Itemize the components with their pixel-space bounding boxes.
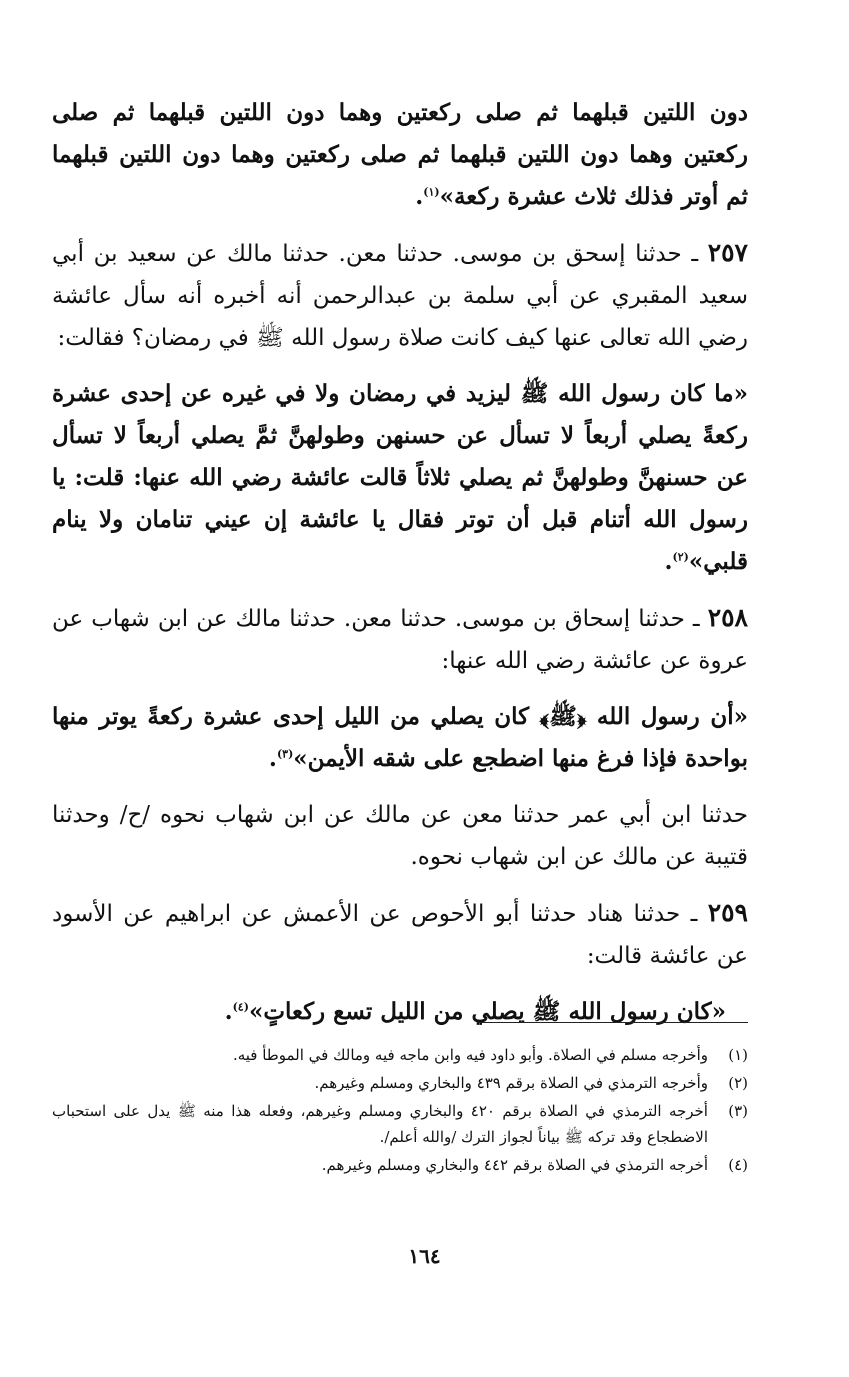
- footnote-marker: (٣): [276, 747, 294, 761]
- footnote-text: أخرجه الترمذي في الصلاة برقم ٤٢٠ والبخاري ومسلم وغيرهم، وفعله هذا منه ﷺ يدل على استحباب الاضطجاع وقد تركه ﷺ بياناً لجواز الترك /والله أعلم/.: [52, 1102, 708, 1146]
- footnote-marker: (٢): [672, 550, 689, 564]
- footnote-divider: [480, 1022, 748, 1023]
- narration-259: [52, 892, 748, 977]
- footnote-marker: (١): [423, 185, 440, 199]
- footnote-number: (٤): [728, 1156, 748, 1174]
- footnote-text: أخرجه الترمذي في الصلاة برقم ٤٤٢ والبخاري ومسلم وغيرهم.: [321, 1156, 708, 1174]
- page-number: ١٦٤: [408, 1244, 441, 1268]
- footnote-2: [52, 1070, 748, 1096]
- paragraph-text: ـ حدثنا هناد حدثنا أبو الأحوص عن الأعمش عن ابراهيم عن الأسود عن عائشة قالت:: [52, 901, 748, 969]
- hadith-continuation: دون اللتين قبلهما ثم صلى ركعتين وهما دون اللتين قبلهما ثم صلى ركعتين وهما دون اللتين قبلهما ثم صلى ركعتين وهما دون اللتين قبلهما ثم أوتر فذلك ثلاث عشرة ركعة»$^{(١)}$.: [52, 99, 748, 210]
- paragraph-text: «أن رسول الله ﴿ﷺ﴾ كان يصلي من الليل إحدى عشرة ركعةً يوتر منها بواحدة فإذا فرغ منها اضطجع على شقه الأيمن»: [52, 703, 748, 772]
- footnote-number: (١): [728, 1046, 748, 1064]
- hadith-259-text: «كان رسول الله ﷺ يصلي من الليل تسع ركعاتٍ»$^{(٤)}$.: [224, 998, 726, 1025]
- hadith-number: ٢٥٧: [707, 238, 748, 267]
- hadith-number: ٢٥٩: [707, 898, 748, 927]
- paragraph-text: «كان رسول الله ﷺ يصلي من الليل تسع ركعاتٍ»: [248, 998, 726, 1025]
- paragraph-text: ـ حدثنا إسحاق بن موسى. حدثنا معن. حدثنا مالك عن ابن شهاب عن عروة عن عائشة رضي الله عنها:: [52, 606, 748, 674]
- footnote-marker: (٤): [232, 1000, 249, 1014]
- paragraph-text: ـ حدثنا إسحق بن موسى. حدثنا معن. حدثنا مالك عن سعيد بن أبي سعيد المقبري عن أبي سلمة بن عبدالرحمن أنه أخبره أنه سأل عائشة رضي الله تعالى عنها كيف كانت صلاة رسول الله ﷺ في رمضان؟ فقالت:: [52, 241, 748, 351]
- footnote-text: وأخرجه مسلم في الصلاة. وأبو داود فيه وابن ماجه فيه ومالك في الموطأ فيه.: [232, 1046, 708, 1064]
- page-body: [52, 92, 748, 1174]
- hadith-number: ٢٥٨: [707, 603, 748, 632]
- narration-alt-chain: حدثنا ابن أبي عمر حدثنا معن عن مالك عن ابن شهاب نحوه /ح/ وحدثنا قتيبة عن مالك عن ابن شهاب نحوه.: [52, 802, 748, 870]
- hadith-258-text: «أن رسول الله ﴿ﷺ﴾ كان يصلي من الليل إحدى عشرة ركعةً يوتر منها بواحدة فإذا فرغ منها اضطجع على شقه الأيمن»$^{(٣)}$.: [52, 703, 748, 772]
- footnote-4: [52, 1152, 748, 1178]
- footnotes: [52, 1042, 748, 1180]
- footnote-number: (٣): [728, 1102, 748, 1120]
- paragraph-text: دون اللتين قبلهما ثم صلى ركعتين وهما دون اللتين قبلهما ثم صلى ركعتين وهما دون اللتين قبلهما ثم صلى ركعتين وهما دون اللتين قبلهما ثم أوتر فذلك ثلاث عشرة ركعة»: [52, 99, 748, 210]
- footnote-number: (٢): [728, 1074, 748, 1092]
- narration-257: [52, 232, 748, 359]
- hadith-257-text: «ما كان رسول الله ﷺ ليزيد في رمضان ولا في غيره عن إحدى عشرة ركعةً يصلي أربعاً لا تسأل عن حسنهن وطولهنَّ ثمَّ يصلي أربعاً لا تسأل عن حسنهنَّ وطولهنَّ ثم يصلي ثلاثاً قالت عائشة رضي الله عنها: قلت: يا رسول الله أتنام قبل أن توتر فقال يا عائشة إن عيني تنامان ولا ينام قلبي»$^{(٢)}$.: [52, 380, 748, 575]
- footnote-1: [52, 1042, 748, 1068]
- paragraph-text: «ما كان رسول الله ﷺ ليزيد في رمضان ولا في غيره عن إحدى عشرة ركعةً يصلي أربعاً لا تسأل عن حسنهن وطولهنَّ ثمَّ يصلي أربعاً لا تسأل عن حسنهنَّ وطولهنَّ ثم يصلي ثلاثاً قالت عائشة رضي الله عنها: قلت: يا رسول الله أتنام قبل أن توتر فقال يا عائشة إن عيني تنامان ولا ينام قلبي»: [52, 380, 748, 575]
- narration-258: [52, 597, 748, 682]
- footnote-3: [52, 1098, 748, 1150]
- footnote-text: وأخرجه الترمذي في الصلاة برقم ٤٣٩ والبخاري ومسلم وغيرهم.: [314, 1074, 708, 1092]
